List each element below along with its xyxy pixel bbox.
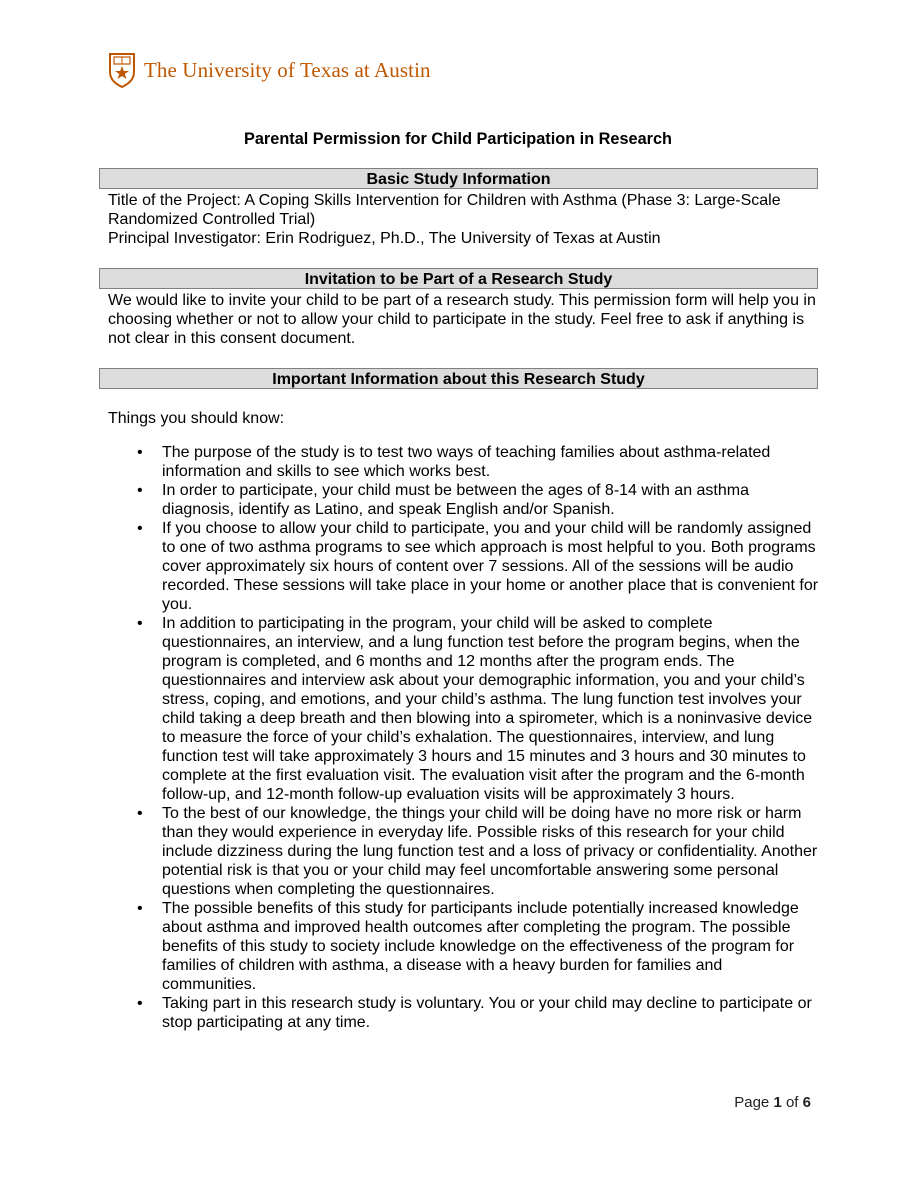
current-page: 1: [773, 1094, 782, 1111]
basic-study-information-body: [108, 191, 820, 248]
university-name: The University of Texas at Austin: [144, 57, 431, 82]
list-item-text: In order to participate, your child must be between the ages of 8-14 with an asthma diagnosis, identify as Latino, and speak English and/or Spanish.: [162, 482, 749, 518]
principal-investigator: Principal Investigator: Erin Rodriguez, Ph.D., The University of Texas at Austin: [108, 230, 661, 247]
list-item: [108, 804, 820, 899]
list-item: [108, 481, 820, 519]
list-item-text: To the best of our knowledge, the things your child will be doing have no more risk or harm than they would experience in everyday life. Possible risks of this research for your child include dizziness during the lung function test and a loss of privacy or confidentiality. Another potential risk is that you or your child may feel uncomfortable answering some personal questions when completing the questionnaires.: [162, 805, 818, 898]
bullet-icon: •: [137, 444, 143, 461]
invitation-body: [108, 291, 820, 348]
list-item: [108, 614, 820, 804]
page-label: Page: [734, 1094, 770, 1111]
important-intro: [108, 409, 820, 428]
list-item-text: The purpose of the study is to test two ways of teaching families about asthma-related information and skills to see which works best.: [162, 444, 771, 480]
bullet-icon: •: [137, 615, 143, 632]
bullet-icon: •: [137, 900, 143, 917]
important-info-list: [108, 443, 820, 1032]
page-number-footer: [734, 1094, 811, 1111]
section-heading-basic-study-information: Basic Study Information: [99, 168, 818, 189]
total-pages: 6: [802, 1094, 811, 1111]
bullet-icon: •: [137, 995, 143, 1012]
ut-seal-icon: [108, 52, 136, 88]
document-title: Parental Permission for Child Participation in Research: [244, 130, 672, 148]
bullet-icon: •: [137, 482, 143, 499]
list-item: [108, 899, 820, 994]
list-item: [108, 994, 820, 1032]
bullet-icon: •: [137, 520, 143, 537]
list-item-text: If you choose to allow your child to participate, you and your child will be randomly assigned to one of two asthma programs to see which approach is most helpful to you. Both programs cover approximately six hours of content over 7 sessions. All of the sessions will be audio recorded. These sessions will take place in your home or another place that is convenient for you.: [162, 520, 819, 613]
university-logo: [108, 52, 431, 88]
list-item-text: Taking part in this research study is voluntary. You or your child may decline to participate or stop participating at any time.: [162, 995, 812, 1031]
list-item-text: The possible benefits of this study for participants include potentially increased knowledge about asthma and improved health outcomes after completing the program. The possible benefits of this study to society include knowledge on the effectiveness of the program for families of children with asthma, a disease with a heavy burden for families and communities.: [162, 900, 799, 993]
project-title: Title of the Project: A Coping Skills Intervention for Children with Asthma (Phase 3: Large-Scale Randomized Controlled Trial): [108, 192, 781, 228]
list-item: [108, 443, 820, 481]
list-item: [108, 519, 820, 614]
things-you-should-know: Things you should know:: [108, 410, 285, 427]
invitation-text: We would like to invite your child to be part of a research study. This permission form will help you in choosing whether or not to allow your child to participate in the study. Feel free to ask if anything is not clear in this consent document.: [108, 292, 816, 347]
of-label: of: [785, 1094, 799, 1111]
bullet-icon: •: [137, 805, 143, 822]
list-item-text: In addition to participating in the program, your child will be asked to complete questionnaires, an interview, and a lung function test before the program begins, when the program is completed, and 6 months and 12 months after the program ends. The questionnaires and interview ask about your demographic information, you and your child’s stress, coping, and emotions, and your child’s asthma. The lung function test involves your child taking a deep breath and then blowing into a spirometer, which is a noninvasive device to measure the force of your child’s exhalation. The questionnaires, interview, and lung function test will take approximately 3 hours and 15 minutes and 3 hours and 30 minutes to complete at the first evaluation visit. The evaluation visit after the program and the 6-month follow-up, and 12-month follow-up evaluation visits will be approximately 3 hours.: [162, 615, 813, 803]
section-heading-invitation: Invitation to be Part of a Research Study: [99, 268, 818, 289]
section-heading-important-information: Important Information about this Research Study: [99, 368, 818, 389]
